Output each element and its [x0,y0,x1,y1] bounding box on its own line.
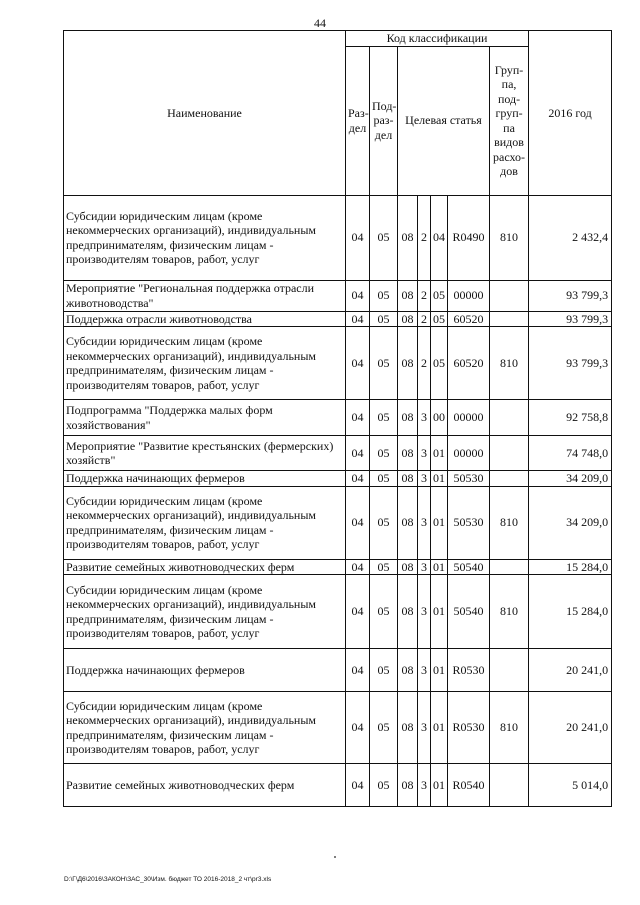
table-row [64,400,612,436]
row-target-program: 08 [398,280,418,311]
header-group: Груп- па, под- груп- па видов расхо- дов [490,46,529,195]
row-target-program: 08 [398,436,418,471]
table-row [64,764,612,807]
row-amount: 15 284,0 [529,559,612,575]
row-target-subprogram: 3 [418,486,431,559]
row-target-direction: 50530 [448,486,490,559]
table-row [64,471,612,487]
row-target-direction: 60520 [448,327,490,400]
row-name: Субсидии юридическим лицам (кроме некоммерческих организаций), индивидуальным предпринимателям, физическим лицам - производителям товаров, работ, услуг [64,692,346,764]
row-subsection: 05 [370,436,398,471]
row-subsection: 05 [370,400,398,436]
row-amount: 20 241,0 [529,692,612,764]
row-section: 04 [346,327,370,400]
row-target-subprogram: 2 [418,195,431,280]
row-target-event: 01 [431,486,448,559]
row-target-direction: R0530 [448,692,490,764]
row-subsection: 05 [370,195,398,280]
row-target-direction: 50540 [448,575,490,649]
budget-table [63,30,612,807]
row-target-direction: 50530 [448,471,490,487]
row-section: 04 [346,764,370,807]
header-target: Целевая статья [398,46,490,195]
row-expense-type: 810 [490,195,529,280]
row-target-program: 08 [398,471,418,487]
row-name: Поддержка отрасли животноводства [64,311,346,327]
row-target-event: 01 [431,575,448,649]
table-row [64,692,612,764]
row-section: 04 [346,280,370,311]
row-subsection: 05 [370,559,398,575]
table-row [64,575,612,649]
row-amount: 93 799,3 [529,311,612,327]
row-name: Субсидии юридическим лицам (кроме некоммерческих организаций), индивидуальным предпринимателям, физическим лицам - производителям товаров, работ, услуг [64,486,346,559]
row-expense-type [490,471,529,487]
row-amount: 74 748,0 [529,436,612,471]
header-classification: Код классификации [346,31,529,47]
header-section: Раз- дел [346,46,370,195]
row-subsection: 05 [370,764,398,807]
header-name: Наименование [64,31,346,196]
row-subsection: 05 [370,486,398,559]
row-target-program: 08 [398,692,418,764]
table-row [64,559,612,575]
row-target-direction: R0490 [448,195,490,280]
row-target-subprogram: 2 [418,327,431,400]
row-expense-type: 810 [490,486,529,559]
row-name: Мероприятие "Развитие крестьянских (фермерских) хозяйств" [64,436,346,471]
row-section: 04 [346,575,370,649]
row-subsection: 05 [370,311,398,327]
row-amount: 93 799,3 [529,280,612,311]
row-target-subprogram: 3 [418,436,431,471]
row-expense-type: 810 [490,575,529,649]
row-target-subprogram: 3 [418,400,431,436]
header-subsection: Под- раз- дел [370,46,398,195]
row-target-subprogram: 2 [418,280,431,311]
row-subsection: 05 [370,471,398,487]
row-subsection: 05 [370,327,398,400]
row-target-direction: 50540 [448,559,490,575]
row-target-event: 04 [431,195,448,280]
table-row [64,327,612,400]
row-subsection: 05 [370,280,398,311]
table-row [64,280,612,311]
row-name: Мероприятие "Региональная поддержка отрасли животноводства" [64,280,346,311]
row-name: Поддержка начинающих фермеров [64,471,346,487]
row-target-event: 01 [431,436,448,471]
row-amount: 93 799,3 [529,327,612,400]
row-amount: 15 284,0 [529,575,612,649]
row-target-subprogram: 3 [418,692,431,764]
row-target-direction: 60520 [448,311,490,327]
row-target-event: 01 [431,471,448,487]
file-path-footer: D:\Г\Д6\2016\ЗАКОН\ЗАС_30\Изм. бюджет ТО 2016-2018_2 чт\pr3.xls [64,876,272,883]
row-target-program: 08 [398,575,418,649]
row-expense-type [490,400,529,436]
row-target-event: 01 [431,559,448,575]
row-name: Субсидии юридическим лицам (кроме некоммерческих организаций), индивидуальным предпринимателям, физическим лицам - производителям товаров, работ, услуг [64,327,346,400]
row-target-program: 08 [398,559,418,575]
row-target-direction: R0530 [448,649,490,692]
row-amount: 34 209,0 [529,471,612,487]
row-target-direction: 00000 [448,400,490,436]
row-expense-type [490,436,529,471]
row-subsection: 05 [370,649,398,692]
row-section: 04 [346,692,370,764]
row-target-program: 08 [398,764,418,807]
row-target-event: 00 [431,400,448,436]
row-target-subprogram: 3 [418,471,431,487]
row-section: 04 [346,471,370,487]
row-expense-type [490,311,529,327]
table-row [64,311,612,327]
row-amount: 2 432,4 [529,195,612,280]
row-expense-type [490,764,529,807]
speck [334,856,336,858]
row-name: Развитие семейных животноводческих ферм [64,559,346,575]
row-target-subprogram: 3 [418,764,431,807]
row-name: Субсидии юридическим лицам (кроме некоммерческих организаций), индивидуальным предпринимателям, физическим лицам - производителям товаров, работ, услуг [64,195,346,280]
table-row [64,436,612,471]
row-expense-type: 810 [490,327,529,400]
row-target-program: 08 [398,400,418,436]
row-expense-type [490,280,529,311]
row-amount: 34 209,0 [529,486,612,559]
row-section: 04 [346,436,370,471]
row-target-subprogram: 3 [418,649,431,692]
row-target-direction: R0540 [448,764,490,807]
row-name: Субсидии юридическим лицам (кроме некоммерческих организаций), индивидуальным предпринимателям, физическим лицам - производителям товаров, работ, услуг [64,575,346,649]
table-row [64,195,612,280]
row-section: 04 [346,486,370,559]
row-target-program: 08 [398,486,418,559]
row-expense-type [490,649,529,692]
row-amount: 20 241,0 [529,649,612,692]
row-target-subprogram: 3 [418,575,431,649]
row-target-event: 05 [431,280,448,311]
row-subsection: 05 [370,575,398,649]
row-section: 04 [346,559,370,575]
row-expense-type: 810 [490,692,529,764]
row-target-direction: 00000 [448,436,490,471]
row-target-program: 08 [398,311,418,327]
table-row [64,649,612,692]
header-year: 2016 год [529,31,612,196]
row-target-program: 08 [398,195,418,280]
row-target-event: 01 [431,692,448,764]
row-amount: 92 758,8 [529,400,612,436]
table-row [64,486,612,559]
row-target-event: 01 [431,764,448,807]
row-section: 04 [346,195,370,280]
row-section: 04 [346,649,370,692]
row-target-event: 05 [431,327,448,400]
row-section: 04 [346,400,370,436]
row-target-event: 01 [431,649,448,692]
row-target-program: 08 [398,327,418,400]
row-amount: 5 014,0 [529,764,612,807]
row-name: Поддержка начинающих фермеров [64,649,346,692]
page-number: 44 [314,16,326,30]
row-target-subprogram: 3 [418,559,431,575]
row-name: Развитие семейных животноводческих ферм [64,764,346,807]
row-target-event: 05 [431,311,448,327]
row-section: 04 [346,311,370,327]
row-expense-type [490,559,529,575]
row-target-program: 08 [398,649,418,692]
row-target-direction: 00000 [448,280,490,311]
row-target-subprogram: 2 [418,311,431,327]
row-subsection: 05 [370,692,398,764]
row-name: Подпрограмма "Поддержка малых форм хозяйствования" [64,400,346,436]
